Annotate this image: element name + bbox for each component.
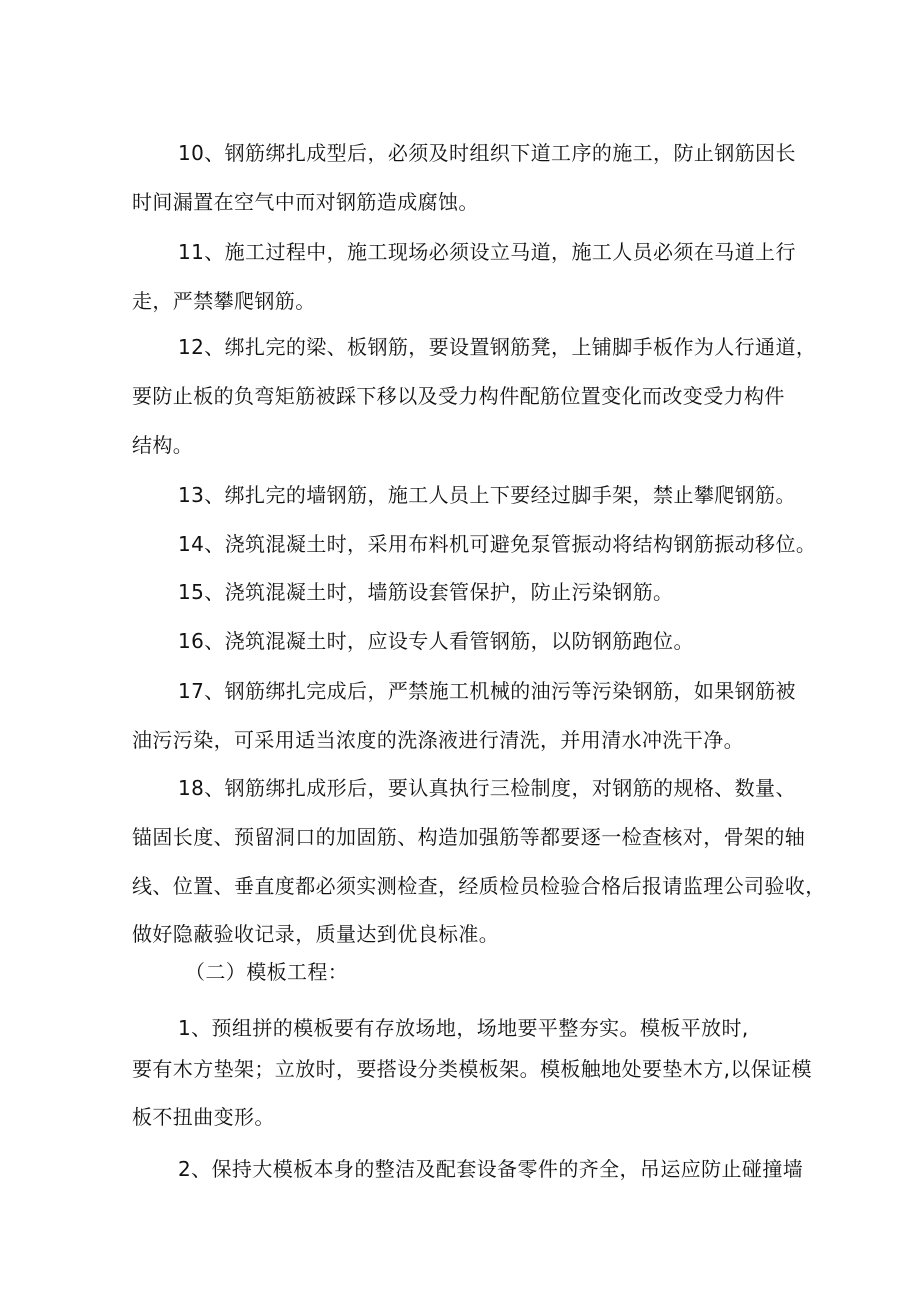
item-13-line-1: 13、绑扎完的墙钢筋，施工人员上下要经过脚手架，禁止攀爬钢筋。 [178, 483, 796, 507]
item-18-line-2: 锚固长度、预留洞口的加固筋、构造加强筋等都要逐一检查核对，骨架的轴 [132, 825, 806, 849]
item-11-line-1: 11、施工过程中，施工现场必须设立马道，施工人员必须在马道上行 [178, 240, 796, 264]
item-12-line-1: 12、绑扎完的梁、板钢筋，要设置钢筋凳，上铺脚手板作为人行通道， [178, 335, 817, 359]
formwork-item-1-line-1: 1、预组拼的模板要有存放场地，场地要平整夯实。模板平放时, [178, 1016, 749, 1040]
item-16-line-1: 16、浇筑混凝土时，应设专人看管钢筋，以防钢筋跑位。 [178, 629, 694, 653]
item-18-line-1: 18、钢筋绑扎成形后，要认真执行三检制度，对钢筋的规格、数量、 [178, 776, 796, 800]
item-18-line-4: 做好隐蔽验收记录，质量达到优良标准。 [132, 922, 500, 946]
item-17-line-1: 17、钢筋绑扎完成后，严禁施工机械的油污等污染钢筋，如果钢筋被 [178, 679, 796, 703]
formwork-item-1-line-2: 要有木方垫架；立放时，要搭设分类模板架。模板触地处要垫木方,以保证模 [132, 1057, 812, 1081]
item-17-line-2: 油污污染，可采用适当浓度的洗涤液进行清洗，并用清水冲洗干净。 [132, 728, 744, 752]
item-15-line-1: 15、浇筑混凝土时，墙筋设套管保护，防止污染钢筋。 [178, 580, 674, 604]
formwork-item-1-line-3: 板不扭曲变形。 [132, 1105, 275, 1129]
item-12-line-2: 要防止板的负弯矩筋被踩下移以及受力构件配筋位置变化而改变受力构件 [132, 384, 785, 408]
item-10-line-2: 时间漏置在空气中而对钢筋造成腐蚀。 [132, 190, 479, 214]
formwork-item-2-line-1: 2、保持大模板本身的整洁及配套设备零件的齐全，吊运应防止碰撞墙 [178, 1157, 804, 1181]
item-10-line-1: 10、钢筋绑扎成型后，必须及时组织下道工序的施工，防止钢筋因长 [178, 141, 796, 165]
item-18-line-3: 线、位置、垂直度都必须实测检查，经质检员检验合格后报请监理公司验收， [132, 874, 826, 898]
item-11-line-2: 走，严禁攀爬钢筋。 [132, 289, 316, 313]
item-12-line-3: 结构。 [132, 433, 194, 457]
item-14-line-1: 14、浇筑混凝土时，采用布料机可避免泵管振动将结构钢筋振动移位。 [178, 532, 817, 556]
section-heading-formwork: （二）模板工程： [185, 960, 349, 984]
